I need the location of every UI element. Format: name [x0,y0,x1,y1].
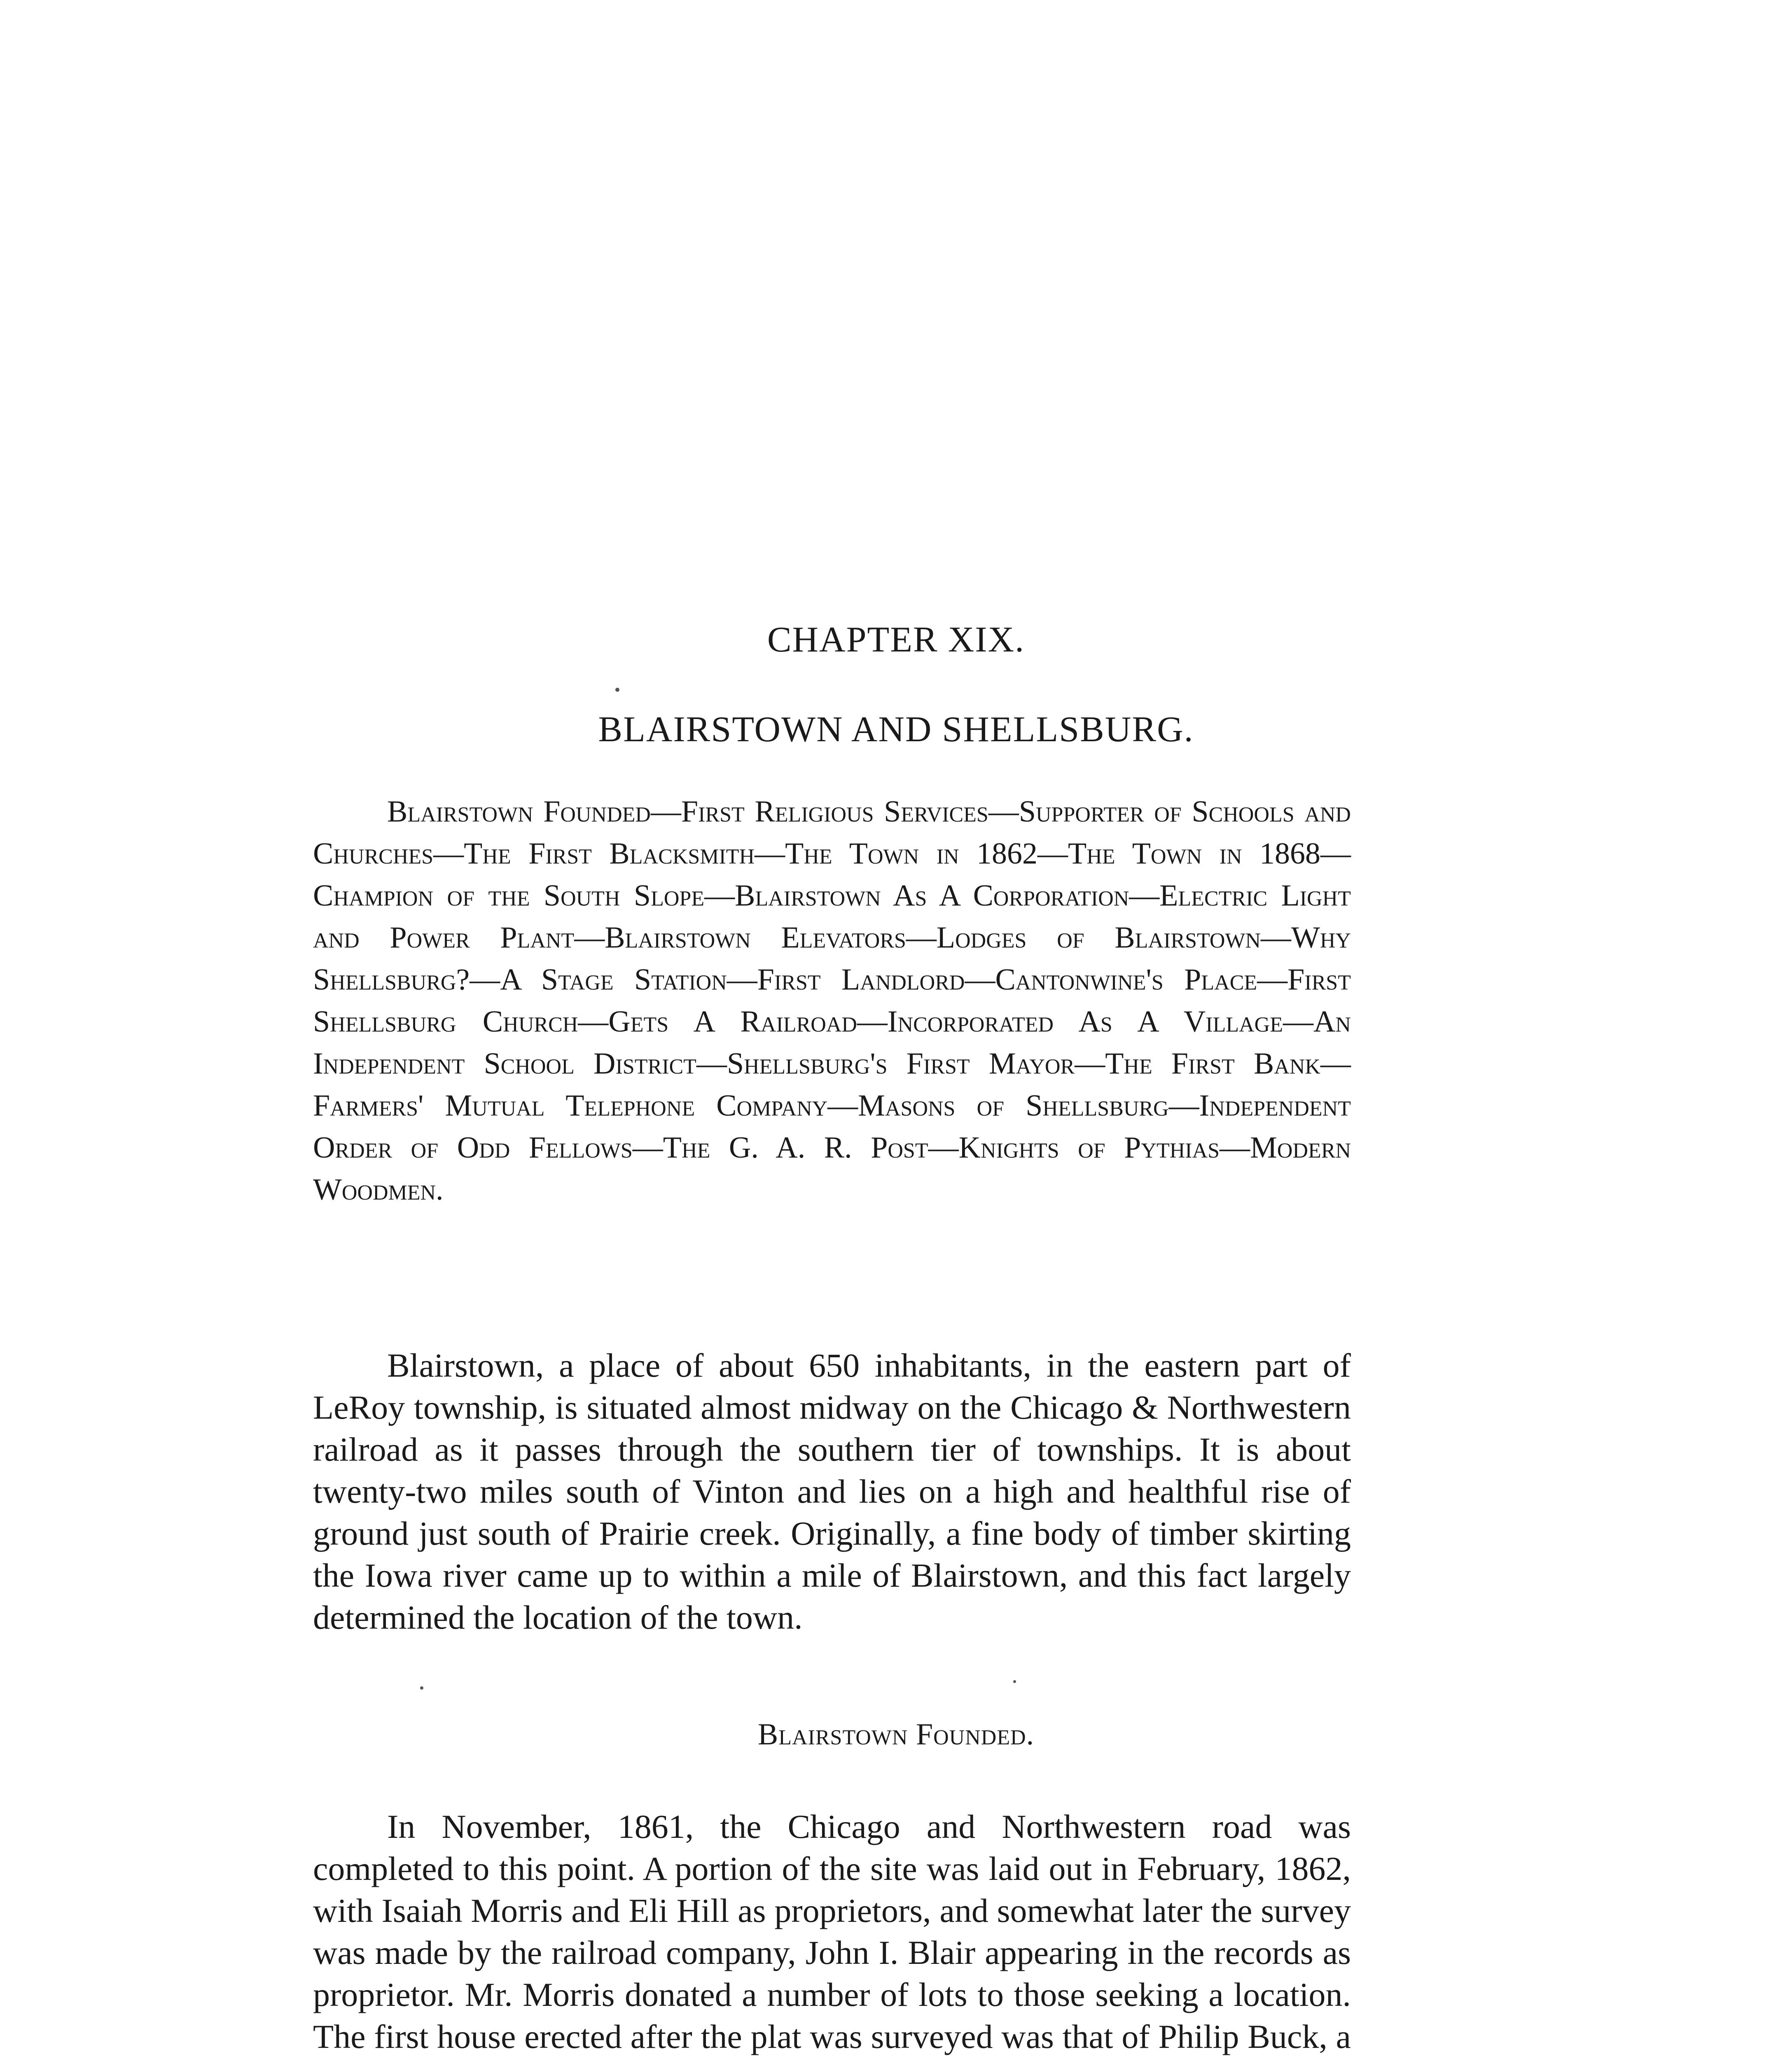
chapter-synopsis: Blairstown Founded—First Religious Services—Supporter of Schools and Churches—The First Blacksmith—The Town in 1862—The Town in 1868—Champion of the South Slope—Blairstown As A Corporation—Electric Light and Power Plant—Blairstown Elevators—Lodges of Blairstown—Why Shellsburg?—A Stage Station—First Landlord—Cantonwine's Place—First Shellsburg Church—Gets A Railroad—Incorporated As A Village—An Independent School District—Shellsburg's First Mayor—The First Bank—Farmers' Mutual Telephone Company—Masons of Shellsburg—Independent Order of Odd Fellows—The G. A. R. Post—Knights of Pythias—Modern Woodmen. [313,795,1351,1207]
scan-speck [615,688,619,692]
section-heading: Blairstown Founded. [757,1718,1035,1751]
scan-speck [420,1686,423,1690]
chapter-number: CHAPTER XIX. [767,620,1025,660]
chapter-title: BLAIRSTOWN AND SHELLSBURG. [598,710,1194,749]
body-paragraph: In November, 1861, the Chicago and Northwestern road was completed to this point. A portion of the site was laid out in February, 1862, with Isaiah Morris and Eli Hill as proprietors, and somewhat later the survey was made by the railroad company, John I. Blair appearing in the records as proprietor. Mr. Morris donated a number of lots to those seeking a location. The first house erected after the plat was surveyed was that of Philip Buck, a [313,1808,1351,2055]
body-paragraph: Blairstown, a place of about 650 inhabitants, in the eastern part of LeRoy township, is situated almost midway on the Chicago & Northwestern railroad as it passes through the southern tier of townships. It is about twenty-two miles south of Vinton and lies on a high and healthful rise of ground just south of Prairie creek. Originally, a fine body of timber skirting the Iowa river came up to within a mile of Blairstown, and this fact largely determined the location of the town. [313,1347,1351,1636]
scan-speck [1013,1680,1016,1683]
